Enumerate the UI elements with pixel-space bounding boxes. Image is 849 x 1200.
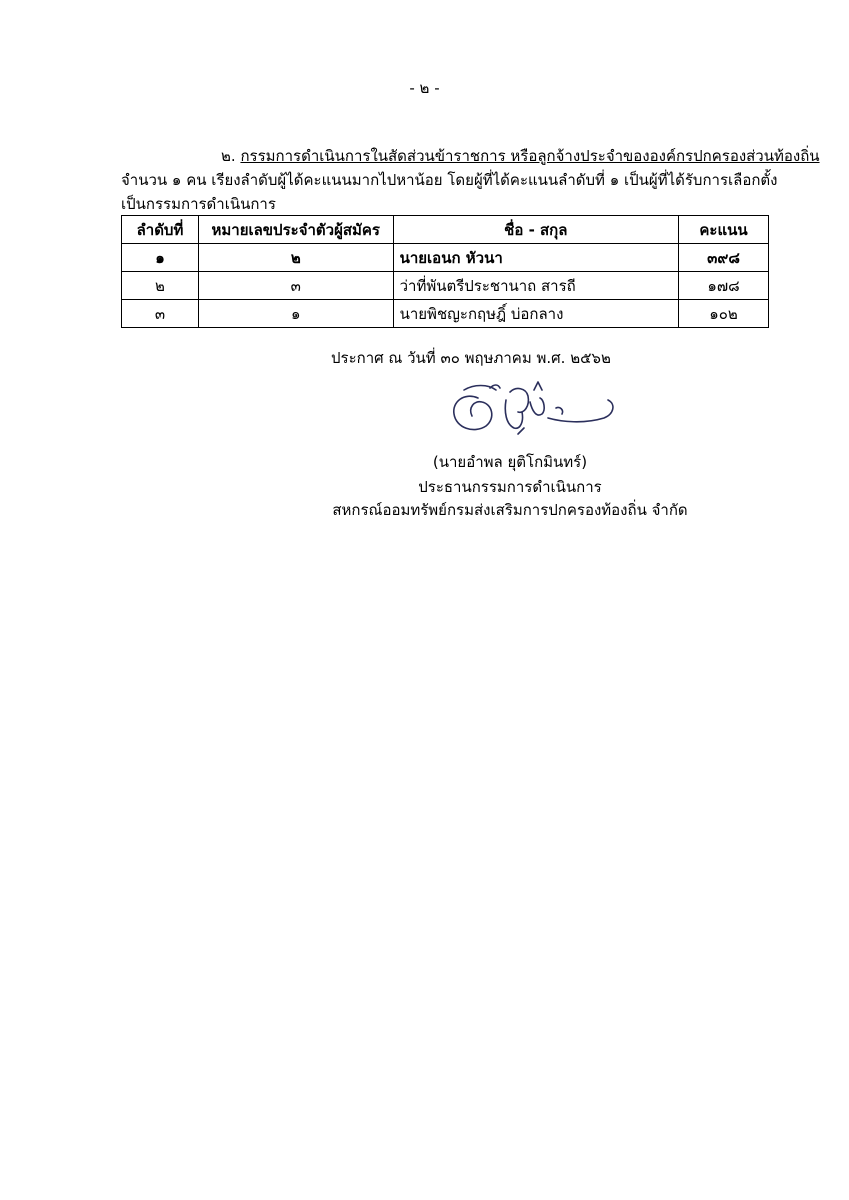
cell-candidate-no: ๒ [198,244,393,272]
cell-order: ๑ [122,244,199,272]
cell-score: ๑๐๒ [679,300,769,328]
section-paragraph [121,144,820,216]
header-name: ชื่อ - สกุล [393,216,678,244]
section-heading-line [121,144,820,168]
cell-candidate-no: ๑ [198,300,393,328]
cell-order: ๒ [122,272,199,300]
table-row [122,300,769,328]
table-row [122,272,769,300]
cell-name: นายพิชญะกฤษฎิ์ บ่อกลาง [393,300,678,328]
table-row [122,244,769,272]
signatory-position: ประธานกรรมการดำเนินการ [418,478,602,496]
cell-score: ๑๗๘ [679,272,769,300]
cell-order: ๓ [122,300,199,328]
cell-name: นายเอนก หัวนา [393,244,678,272]
header-score: คะแนน [679,216,769,244]
cell-candidate-no: ๓ [198,272,393,300]
table-header-row [122,216,769,244]
section-line-3: เป็นกรรมการดำเนินการ [121,195,276,213]
signature-image [444,378,622,442]
header-order: ลำดับที่ [122,216,199,244]
signatory-name: (นายอำพล ยุติโกมินทร์) [432,453,588,471]
section-heading: กรรมการดำเนินการในสัดส่วนข้าราชการ หรือลูกจ้างประจำขององค์กรปกครองส่วนท้องถิ่น [240,147,820,165]
signatory-organization: สหกรณ์ออมทรัพย์กรมส่งเสริมการปกครองท้องถิ่น จำกัด [332,501,688,519]
page-number: - ๒ - [409,79,440,97]
results-table [121,215,769,328]
cell-name: ว่าที่พันตรีประชานาถ สารถี [393,272,678,300]
cell-score: ๓๙๘ [679,244,769,272]
section-line-2: จำนวน ๑ คน เรียงลำดับผู้ได้คะแนนมากไปหาน้อย โดยผู้ที่ได้คะแนนลำดับที่ ๑ เป็นผู้ที่ได้รับการเลือกตั้ง [121,171,778,189]
header-candidate-no: หมายเลขประจำตัวผู้สมัคร [198,216,393,244]
section-number: ๒. [221,147,236,165]
announcement-date: ประกาศ ณ วันที่ ๓๐ พฤษภาคม พ.ศ. ๒๕๖๒ [331,349,611,367]
